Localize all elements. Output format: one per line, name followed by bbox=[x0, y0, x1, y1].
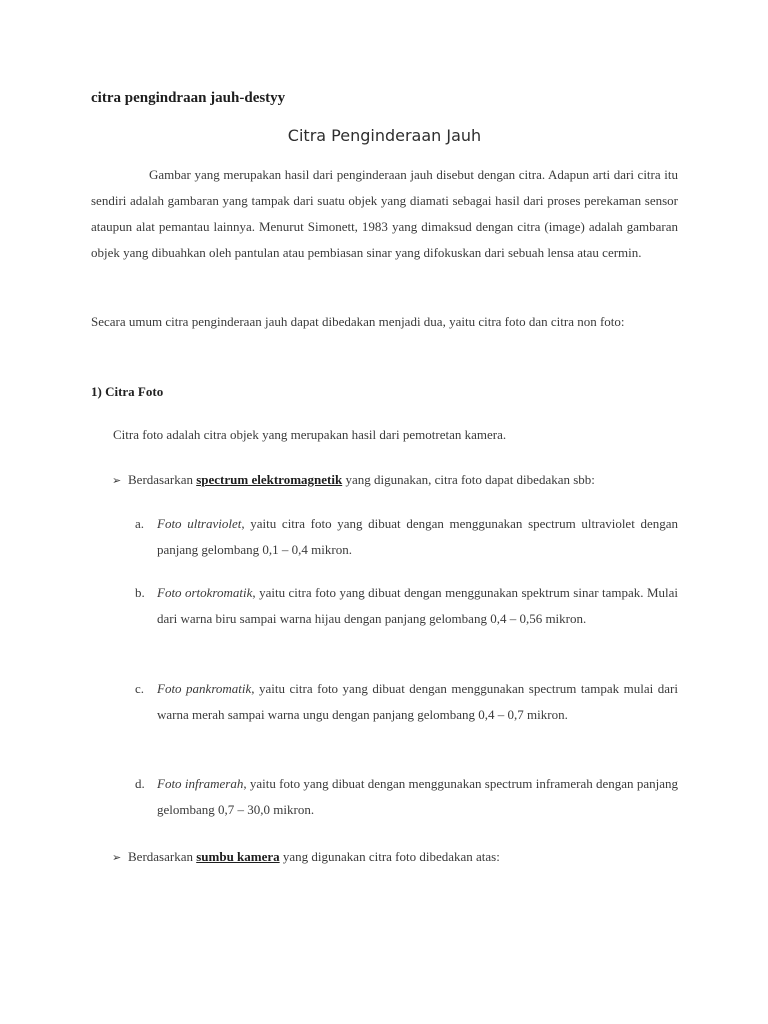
bullet-keyword: sumbu kamera bbox=[196, 849, 280, 864]
list-item-text: , yaitu foto yang dibuat dengan menggunakan spectrum inframerah dengan panjang gelombang 0,7 – 30,0 mikron. bbox=[157, 776, 678, 817]
list-item-letter: b. bbox=[135, 585, 145, 600]
list-item-term: Foto ultraviolet bbox=[157, 516, 242, 531]
list-item bbox=[135, 771, 678, 823]
citra-foto-definition: Citra foto adalah citra objek yang merupakan hasil dari pemotretan kamera. bbox=[113, 427, 507, 442]
list-item-term: Foto pankromatik bbox=[157, 681, 252, 696]
bullet-prefix: Berdasarkan bbox=[128, 472, 193, 487]
list-item-term: Foto inframerah bbox=[157, 776, 244, 791]
arrow-bullet-icon: ➢ bbox=[112, 474, 122, 487]
list-item bbox=[135, 580, 678, 632]
document-page bbox=[91, 0, 678, 1024]
bullet-suffix: yang digunakan citra foto dibedakan atas: bbox=[282, 849, 500, 864]
list-item-text: , yaitu citra foto yang dibuat dengan menggunakan spectrum tampak mulai dari warna merah sampai warna ungu dengan panjang gelombang 0,4 – 0,7 mikron. bbox=[157, 681, 678, 722]
bullet-suffix: yang digunakan, citra foto dapat dibedakan sbb: bbox=[345, 472, 595, 487]
section-heading-citra-foto: 1) Citra Foto bbox=[91, 384, 164, 399]
arrow-bullet-icon: ➢ bbox=[112, 851, 122, 864]
page-heading: Citra Penginderaan Jauh bbox=[287, 126, 482, 145]
document-title: citra pengindraan jauh-destyy bbox=[91, 90, 286, 106]
list-item-letter: d. bbox=[135, 776, 145, 791]
list-item bbox=[135, 511, 678, 563]
bullet-keyword: spectrum elektromagnetik bbox=[196, 472, 343, 487]
list-item-text: , yaitu citra foto yang dibuat dengan menggunakan spektrum sinar tampak. Mulai dari warna biru sampai warna hijau dengan panjang gelombang 0,4 – 0,56 mikron. bbox=[157, 585, 678, 626]
list-item-letter: a. bbox=[135, 516, 145, 531]
list-item-letter: c. bbox=[135, 681, 145, 696]
list-item bbox=[135, 676, 678, 728]
list-item-term: Foto ortokromatik bbox=[157, 585, 253, 600]
bullet-sumbu-kamera bbox=[112, 844, 678, 871]
list-item-text: , yaitu citra foto yang dibuat dengan menggunakan spectrum ultraviolet dengan panjang gelombang 0,1 – 0,4 mikron. bbox=[157, 516, 679, 557]
classification-paragraph: Secara umum citra penginderaan jauh dapat dibedakan menjadi dua, yaitu citra foto dan citra non foto: bbox=[91, 314, 625, 329]
bullet-spectrum bbox=[112, 467, 678, 494]
bullet-prefix: Berdasarkan bbox=[128, 849, 193, 864]
intro-paragraph: Gambar yang merupakan hasil dari penginderaan jauh disebut dengan citra. Adapun arti dari citra itu sendiri adalah gambaran yang tampak dari suatu objek yang diamati sebagai hasil dari proses perekaman sensor ataupun alat pemantau lainnya. Menurut Simonett, 1983 yang dimaksud dengan citra (image) adalah gambaran objek yang dibuahkan oleh pantulan atau pembiasan sinar yang difokuskan dari sebuah lensa atau cermin. bbox=[91, 167, 678, 260]
